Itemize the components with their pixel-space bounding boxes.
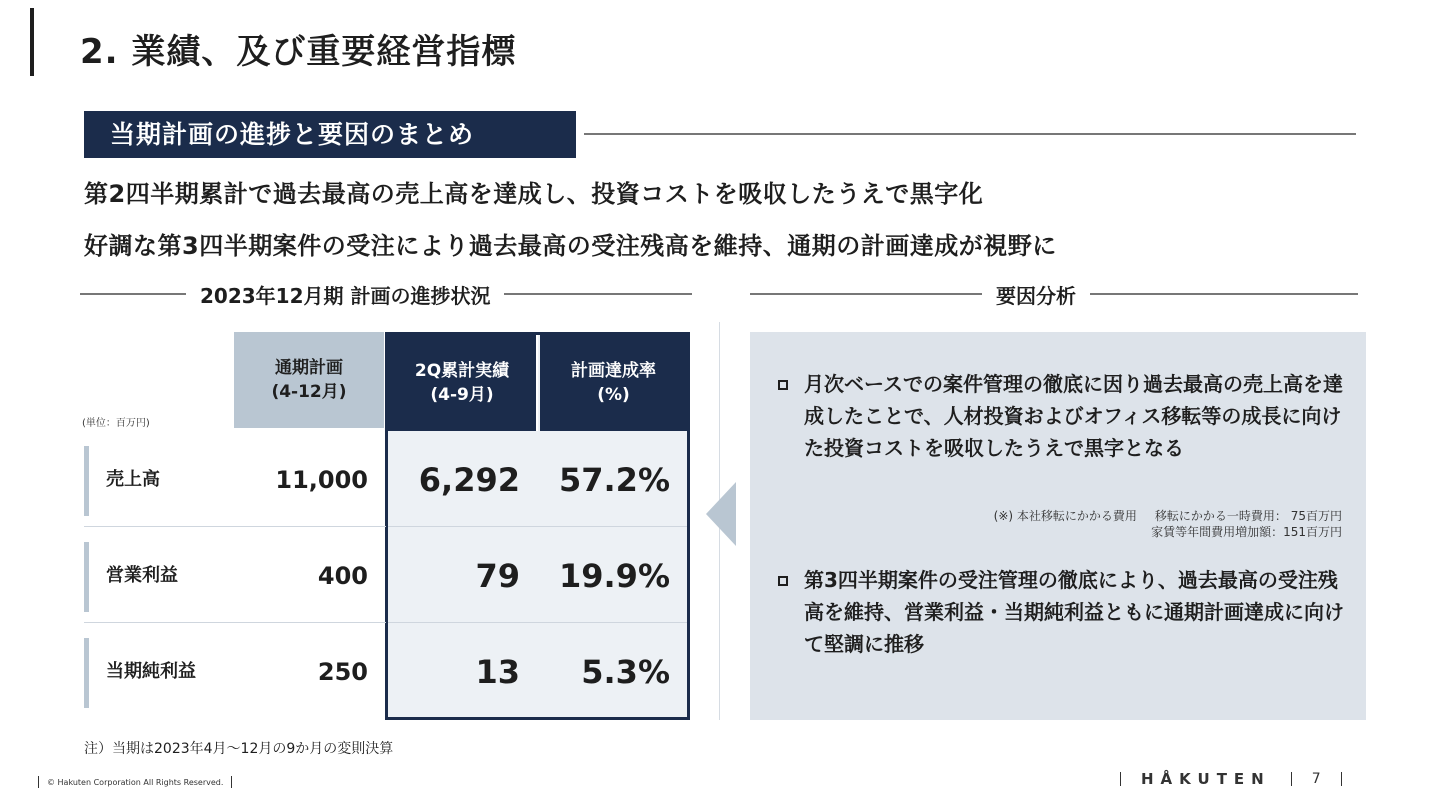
row-plan-value: 400 <box>317 562 368 590</box>
footer-copyright <box>30 776 240 788</box>
row-accent <box>84 446 89 516</box>
column-header-plan-line2: (4-12月) <box>271 382 347 402</box>
row-plan-value: 250 <box>317 658 368 686</box>
unit-label: (単位：百万円) <box>82 418 150 429</box>
copyright-text: © Hakuten Corporation All Rights Reserved. <box>47 777 224 787</box>
headline-2: 好調な第3四半期案件の受注により過去最高の受注残高を維持、通期の計画達成が視野に <box>84 232 1057 260</box>
column-header-actual-line1: 2Q累計実績 <box>414 361 510 381</box>
row-divider <box>84 622 386 623</box>
table-row <box>84 528 690 624</box>
heading-rule-right <box>504 293 692 295</box>
column-header-plan-line1: 通期計画 <box>275 358 343 378</box>
column-header-rate-line2: (%) <box>597 385 630 405</box>
arrow-left-icon <box>706 482 736 546</box>
row-label: 当期純利益 <box>106 661 196 682</box>
row-divider <box>388 622 687 623</box>
row-accent <box>84 638 89 708</box>
column-header-actual-line2: (4-9月) <box>430 385 494 405</box>
cost-note-label: (※) 本社移転にかかる費用 <box>993 509 1137 523</box>
footer-pipe <box>231 776 232 788</box>
footer-brand <box>1100 770 1362 788</box>
page-number: 7 <box>1311 771 1321 787</box>
section-rule <box>584 133 1356 135</box>
footnote: 注）当期は2023年4月〜12月の9か月の変則決算 <box>84 741 394 757</box>
analysis-heading <box>750 280 1358 308</box>
row-label: 売上高 <box>106 469 160 490</box>
heading-rule-left <box>750 293 982 295</box>
table-row <box>84 432 690 528</box>
cost-note-line1: 移転にかかる一時費用： 75百万円 <box>1154 509 1342 523</box>
row-actual-value: 79 <box>475 557 520 595</box>
row-actual-value: 6,292 <box>418 461 520 499</box>
analysis-heading-text: 要因分析 <box>996 283 1076 308</box>
footer-pipe <box>1291 772 1292 786</box>
row-divider <box>388 526 687 527</box>
row-rate-value: 19.9% <box>558 557 670 595</box>
row-accent <box>84 542 89 612</box>
company-logo: HÅKUTEN <box>1141 770 1271 788</box>
cost-note <box>994 508 1342 540</box>
row-actual-value: 13 <box>475 653 520 691</box>
cost-note-line2: 家賃等年間費用増加額：151百万円 <box>1151 525 1342 539</box>
heading-rule-right <box>1090 293 1358 295</box>
column-header-rate-line1: 計画達成率 <box>571 361 656 381</box>
headline-1: 第2四半期累計で過去最高の売上高を達成し、投資コストを吸収したうえで黒字化 <box>84 180 984 208</box>
heading-rule-left <box>80 293 186 295</box>
section-tag: 当期計画の進捗と要因のまとめ <box>84 111 576 158</box>
row-label: 営業利益 <box>106 565 178 586</box>
analysis-bullet-2: 第3四半期案件の受注管理の徹底により、過去最高の受注残高を維持、営業利益・当期純利益ともに通期計画達成に向けて堅調に推移 <box>804 568 1344 656</box>
analysis-bullet-1: 月次ベースでの案件管理の徹底に因り過去最高の売上高を達成したことで、人材投資およびオフィス移転等の成長に向けた投資コストを吸収したうえで黒字となる <box>804 372 1343 460</box>
page-title: 2. 業績、及び重要経営指標 <box>80 32 517 72</box>
column-header-rate <box>540 335 687 431</box>
table-row <box>84 624 690 720</box>
square-bullet-icon <box>778 576 788 586</box>
row-divider <box>84 526 386 527</box>
row-rate-value: 5.3% <box>581 653 670 691</box>
footer-pipe <box>1120 772 1121 786</box>
progress-heading-text: 2023年12月期 計画の進捗状況 <box>200 283 491 308</box>
analysis-panel <box>750 332 1366 720</box>
footer-pipe <box>1341 772 1342 786</box>
row-rate-value: 57.2% <box>558 461 670 499</box>
title-accent-bar <box>30 8 34 76</box>
row-plan-value: 11,000 <box>275 466 368 494</box>
footer-pipe <box>38 776 39 788</box>
column-header-actual <box>388 335 538 431</box>
column-header-plan <box>234 332 384 428</box>
progress-heading <box>80 280 692 308</box>
square-bullet-icon <box>778 380 788 390</box>
